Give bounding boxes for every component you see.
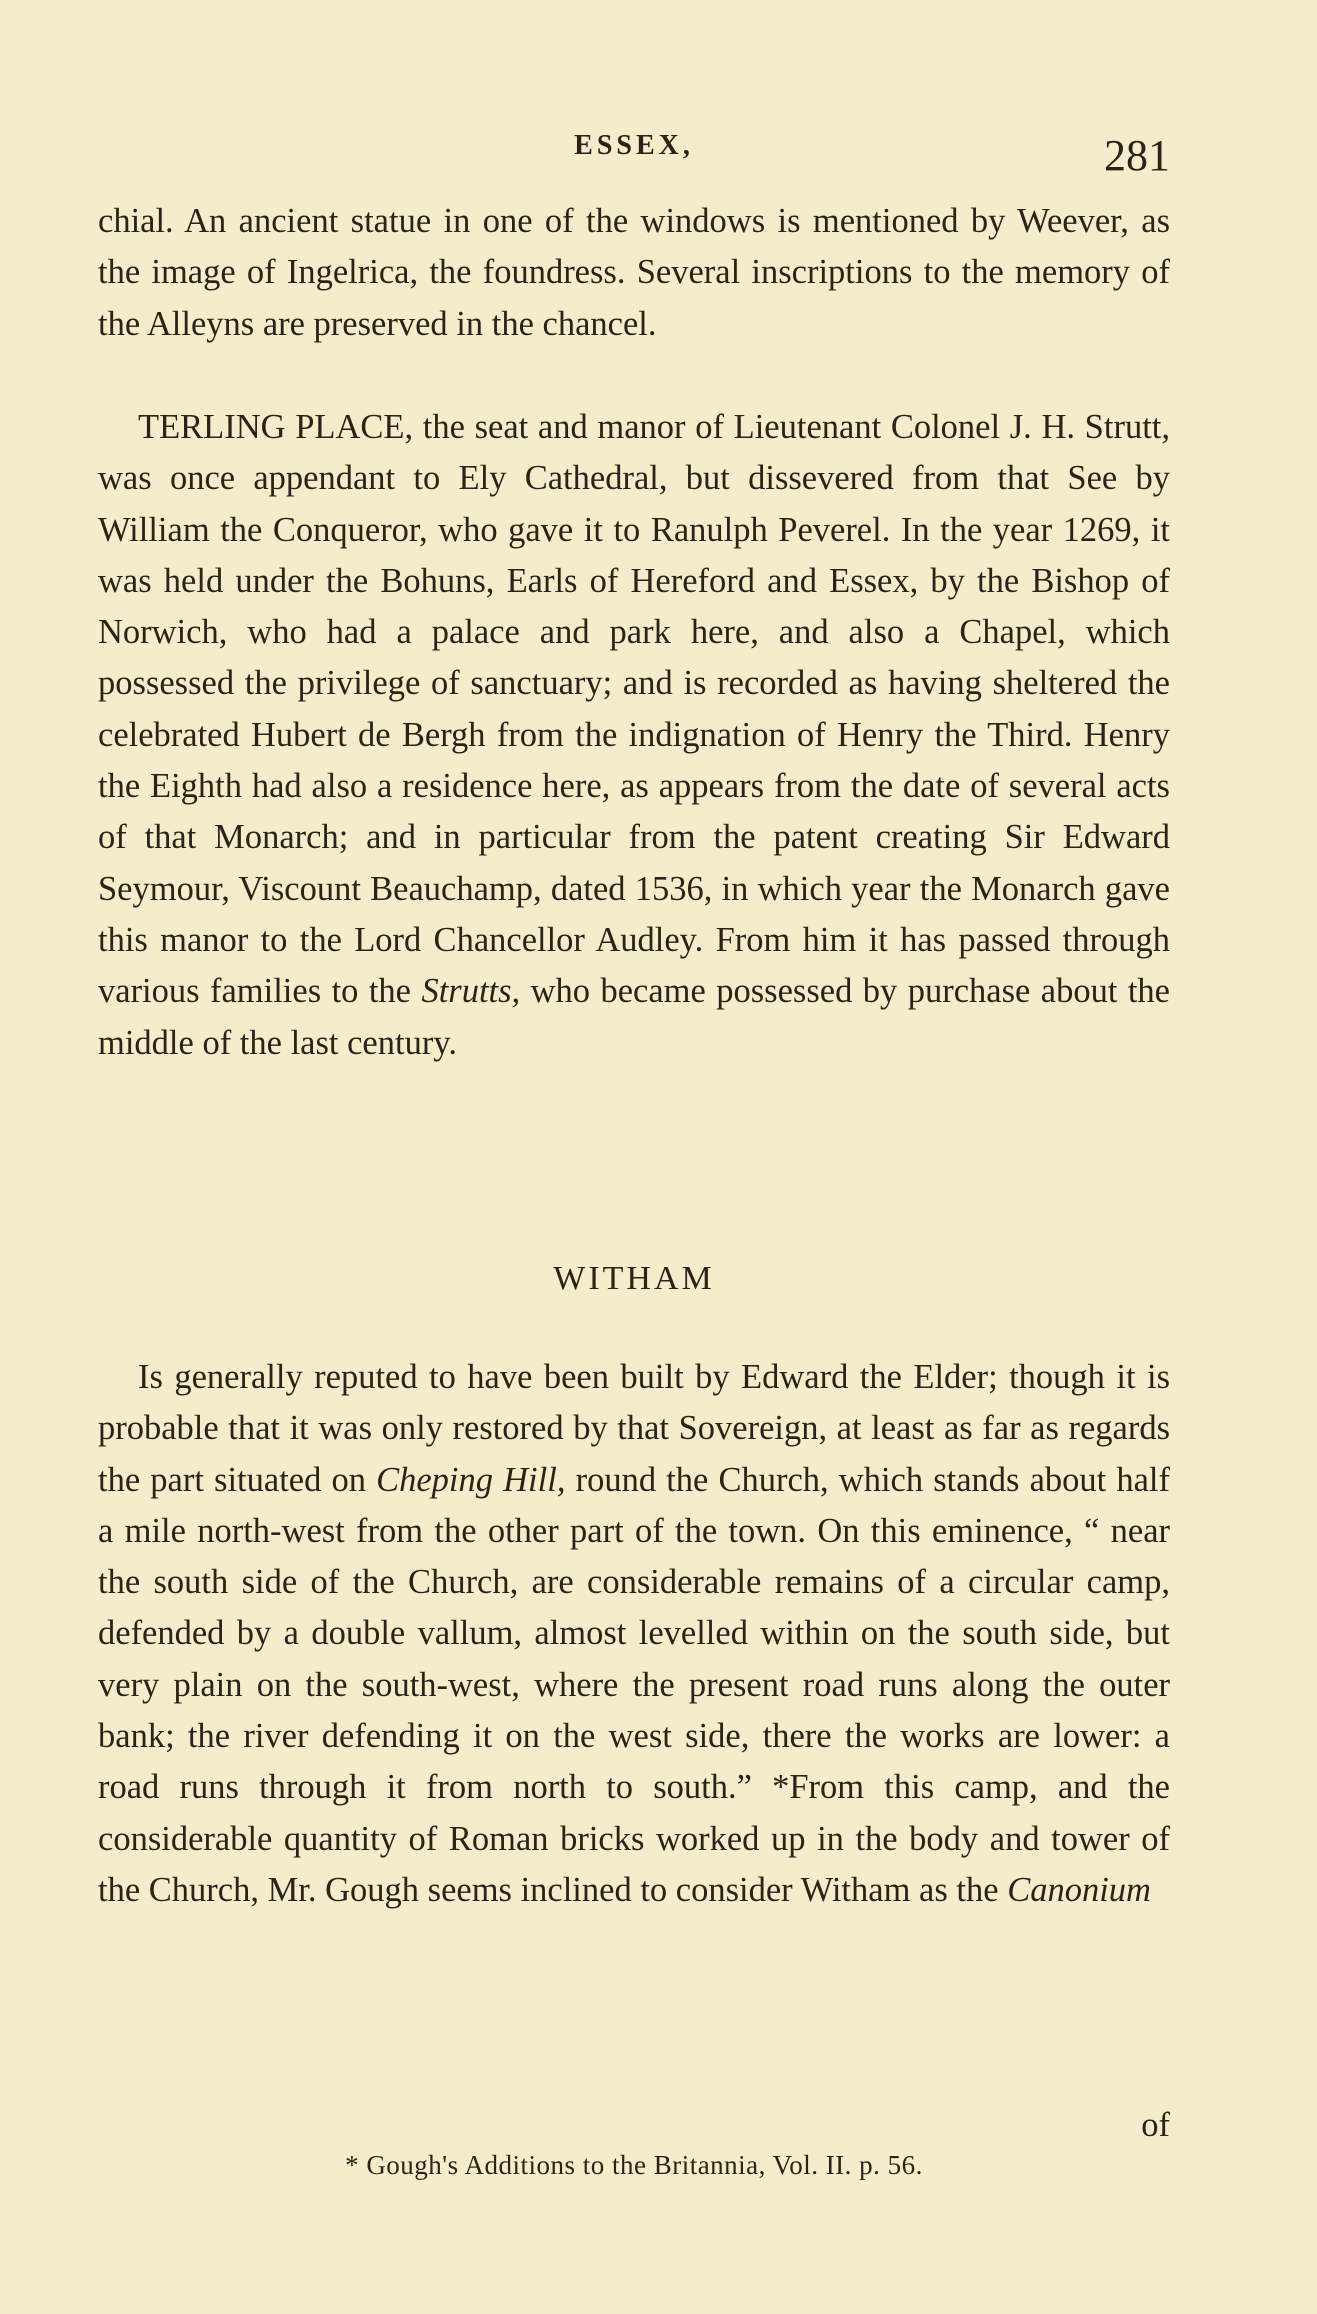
paragraph-text [98, 1352, 1170, 1916]
paragraph-terling-place [98, 402, 1170, 1069]
paragraph-text-part: TERLING PLACE, the seat and manor of Lieutenant Colonel J. H. Strutt, was once appendant to Ely Cathedral, but dissevered from that See by William the Conqueror, who gave it to Ranulph Peverel. In the year 1269, it was held under the Bohuns, Earls of Hereford and Essex, by the Bishop of Norwich, who had a palace and park here, and also a Chapel, which possessed the privilege of sanctuary; and is recorded as having sheltered the celebrated Hubert de Bergh from the indignation of Henry the Third. Henry the Eighth had also a residence here, as appears from the date of several acts of that Monarch; and in particular from the patent creating Sir Edward Seymour, Viscount Beauchamp, dated 1536, in which year the Monarch gave this manor to the Lord Chancellor Audley. From him it has passed through various families to the [98, 408, 1170, 1011]
italic-cheping-hill: Cheping Hill, [376, 1460, 566, 1499]
page-header [98, 130, 1170, 190]
paragraph-text-part: Is generally reputed to have been built by Edward the Elder; though it is probable that it was only restored by that Sovereign, at least as far as regards the part situated on [98, 1358, 1170, 1499]
italic-strutts: Strutts, [421, 972, 521, 1011]
italic-canonium: Canonium [1007, 1870, 1151, 1909]
paragraph-text [98, 402, 1170, 1069]
footnote: * Gough's Additions to the Britannia, Vol. II. p. 56. [345, 2150, 923, 2180]
paragraph-chial [98, 196, 1170, 350]
catchword: of [1141, 2106, 1170, 2144]
running-head: ESSEX, [574, 130, 694, 161]
paragraph-text-part: who became possessed by purchase about the middle of the last century. [98, 972, 1170, 1062]
page-number: 281 [1104, 131, 1170, 180]
paragraph-text: chial. An ancient statue in one of the windows is mentioned by Weever, as the image of Ingelrica, the foundress. Several inscriptions to the memory of the Alleyns are preserved in the chancel. [98, 202, 1170, 343]
section-heading-witham: WITHAM [553, 1260, 715, 1297]
paragraph-witham [98, 1352, 1170, 1916]
paragraph-text-part: round the Church, which stands about half a mile north-west from the other part of the town. On this eminence, “ near the south side of the Church, are considerable remains of a circular camp, defended by a double vallum, almost levelled within on the south side, but very plain on the south-west, where the present road runs along the outer bank; the river defending it on the west side, there the works are lower: a road runs through it from north to south.” *From this camp, and the considerable quantity of Roman bricks worked up in the body and tower of the Church, Mr. Gough seems inclined to consider Witham as the [98, 1460, 1171, 1909]
